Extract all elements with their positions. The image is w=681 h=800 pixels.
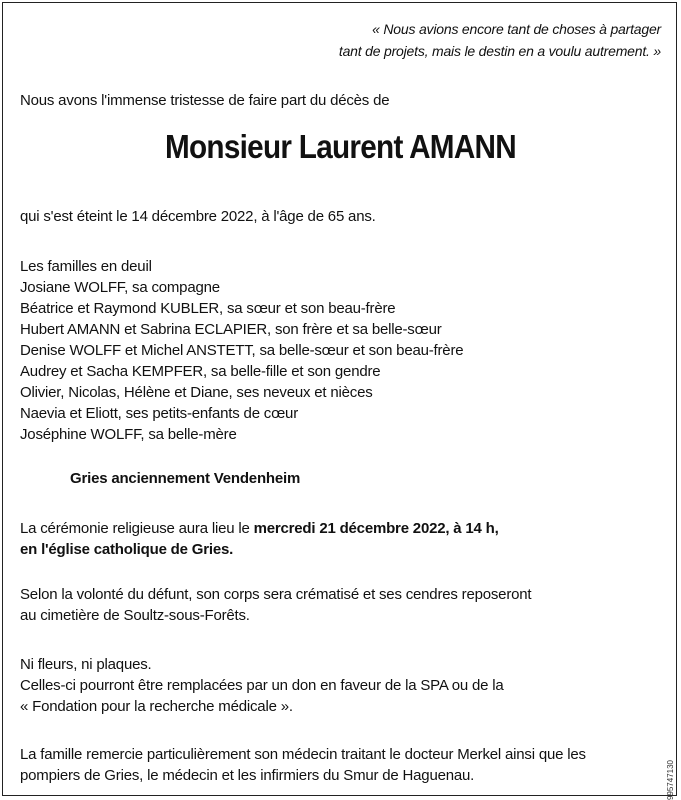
epigraph-quote [339, 18, 661, 62]
quote-line-1: « Nous avions encore tant de choses à partager [372, 21, 661, 37]
thanks-line: La famille remercie particulièrement son médecin traitant le docteur Merkel ainsi que les [20, 746, 586, 763]
family-line: Audrey et Sacha KEMPFER, sa belle-fille et son gendre [20, 363, 381, 380]
place-heading: Gries anciennement Vendenheim [70, 470, 301, 487]
quote-line-2: tant de projets, mais le destin en a voulu autrement. » [338, 43, 661, 59]
family-line: Joséphine WOLFF, sa belle-mère [20, 426, 237, 443]
families-list [20, 256, 463, 445]
family-line: Les familles en deuil [20, 258, 152, 275]
ceremony-location: en l'église catholique de Gries. [20, 541, 234, 558]
reference-number: 995747130 [666, 760, 675, 800]
family-line: Josiane WOLFF, sa compagne [20, 279, 220, 296]
flowers-line: « Fondation pour la recherche médicale ». [20, 698, 293, 715]
family-line: Béatrice et Raymond KUBLER, sa sœur et son beau-frère [20, 300, 396, 317]
ceremony-text [20, 518, 499, 560]
cremation-line: Selon la volonté du défunt, son corps sera crématisé et ses cendres reposeront [20, 586, 532, 603]
cremation-text [20, 584, 531, 626]
ceremony-date: mercredi 21 décembre 2022, à 14 h, [253, 520, 499, 537]
thanks-line: pompiers de Gries, le médecin et les infirmiers du Smur de Haguenau. [20, 767, 475, 784]
family-line: Denise WOLFF et Michel ANSTETT, sa belle-sœur et son beau-frère [20, 342, 464, 359]
ceremony-prefix: La cérémonie religieuse aura lieu le [20, 520, 254, 537]
flowers-line: Ni fleurs, ni plaques. [20, 656, 152, 673]
flowers-text [20, 654, 504, 717]
deceased-name: Monsieur Laurent AMANN [164, 128, 517, 165]
family-line: Naevia et Eliott, ses petits-enfants de cœur [20, 405, 298, 422]
thanks-text [20, 744, 586, 786]
death-info: qui s'est éteint le 14 décembre 2022, à l'âge de 65 ans. [20, 208, 376, 225]
cremation-line: au cimetière de Soultz-sous-Forêts. [20, 607, 250, 624]
family-line: Olivier, Nicolas, Hélène et Diane, ses neveux et nièces [20, 384, 373, 401]
intro-text: Nous avons l'immense tristesse de faire part du décès de [20, 92, 390, 109]
flowers-line: Celles-ci pourront être remplacées par un don en faveur de la SPA ou de la [20, 677, 504, 694]
family-line: Hubert AMANN et Sabrina ECLAPIER, son frère et sa belle-sœur [20, 321, 442, 338]
